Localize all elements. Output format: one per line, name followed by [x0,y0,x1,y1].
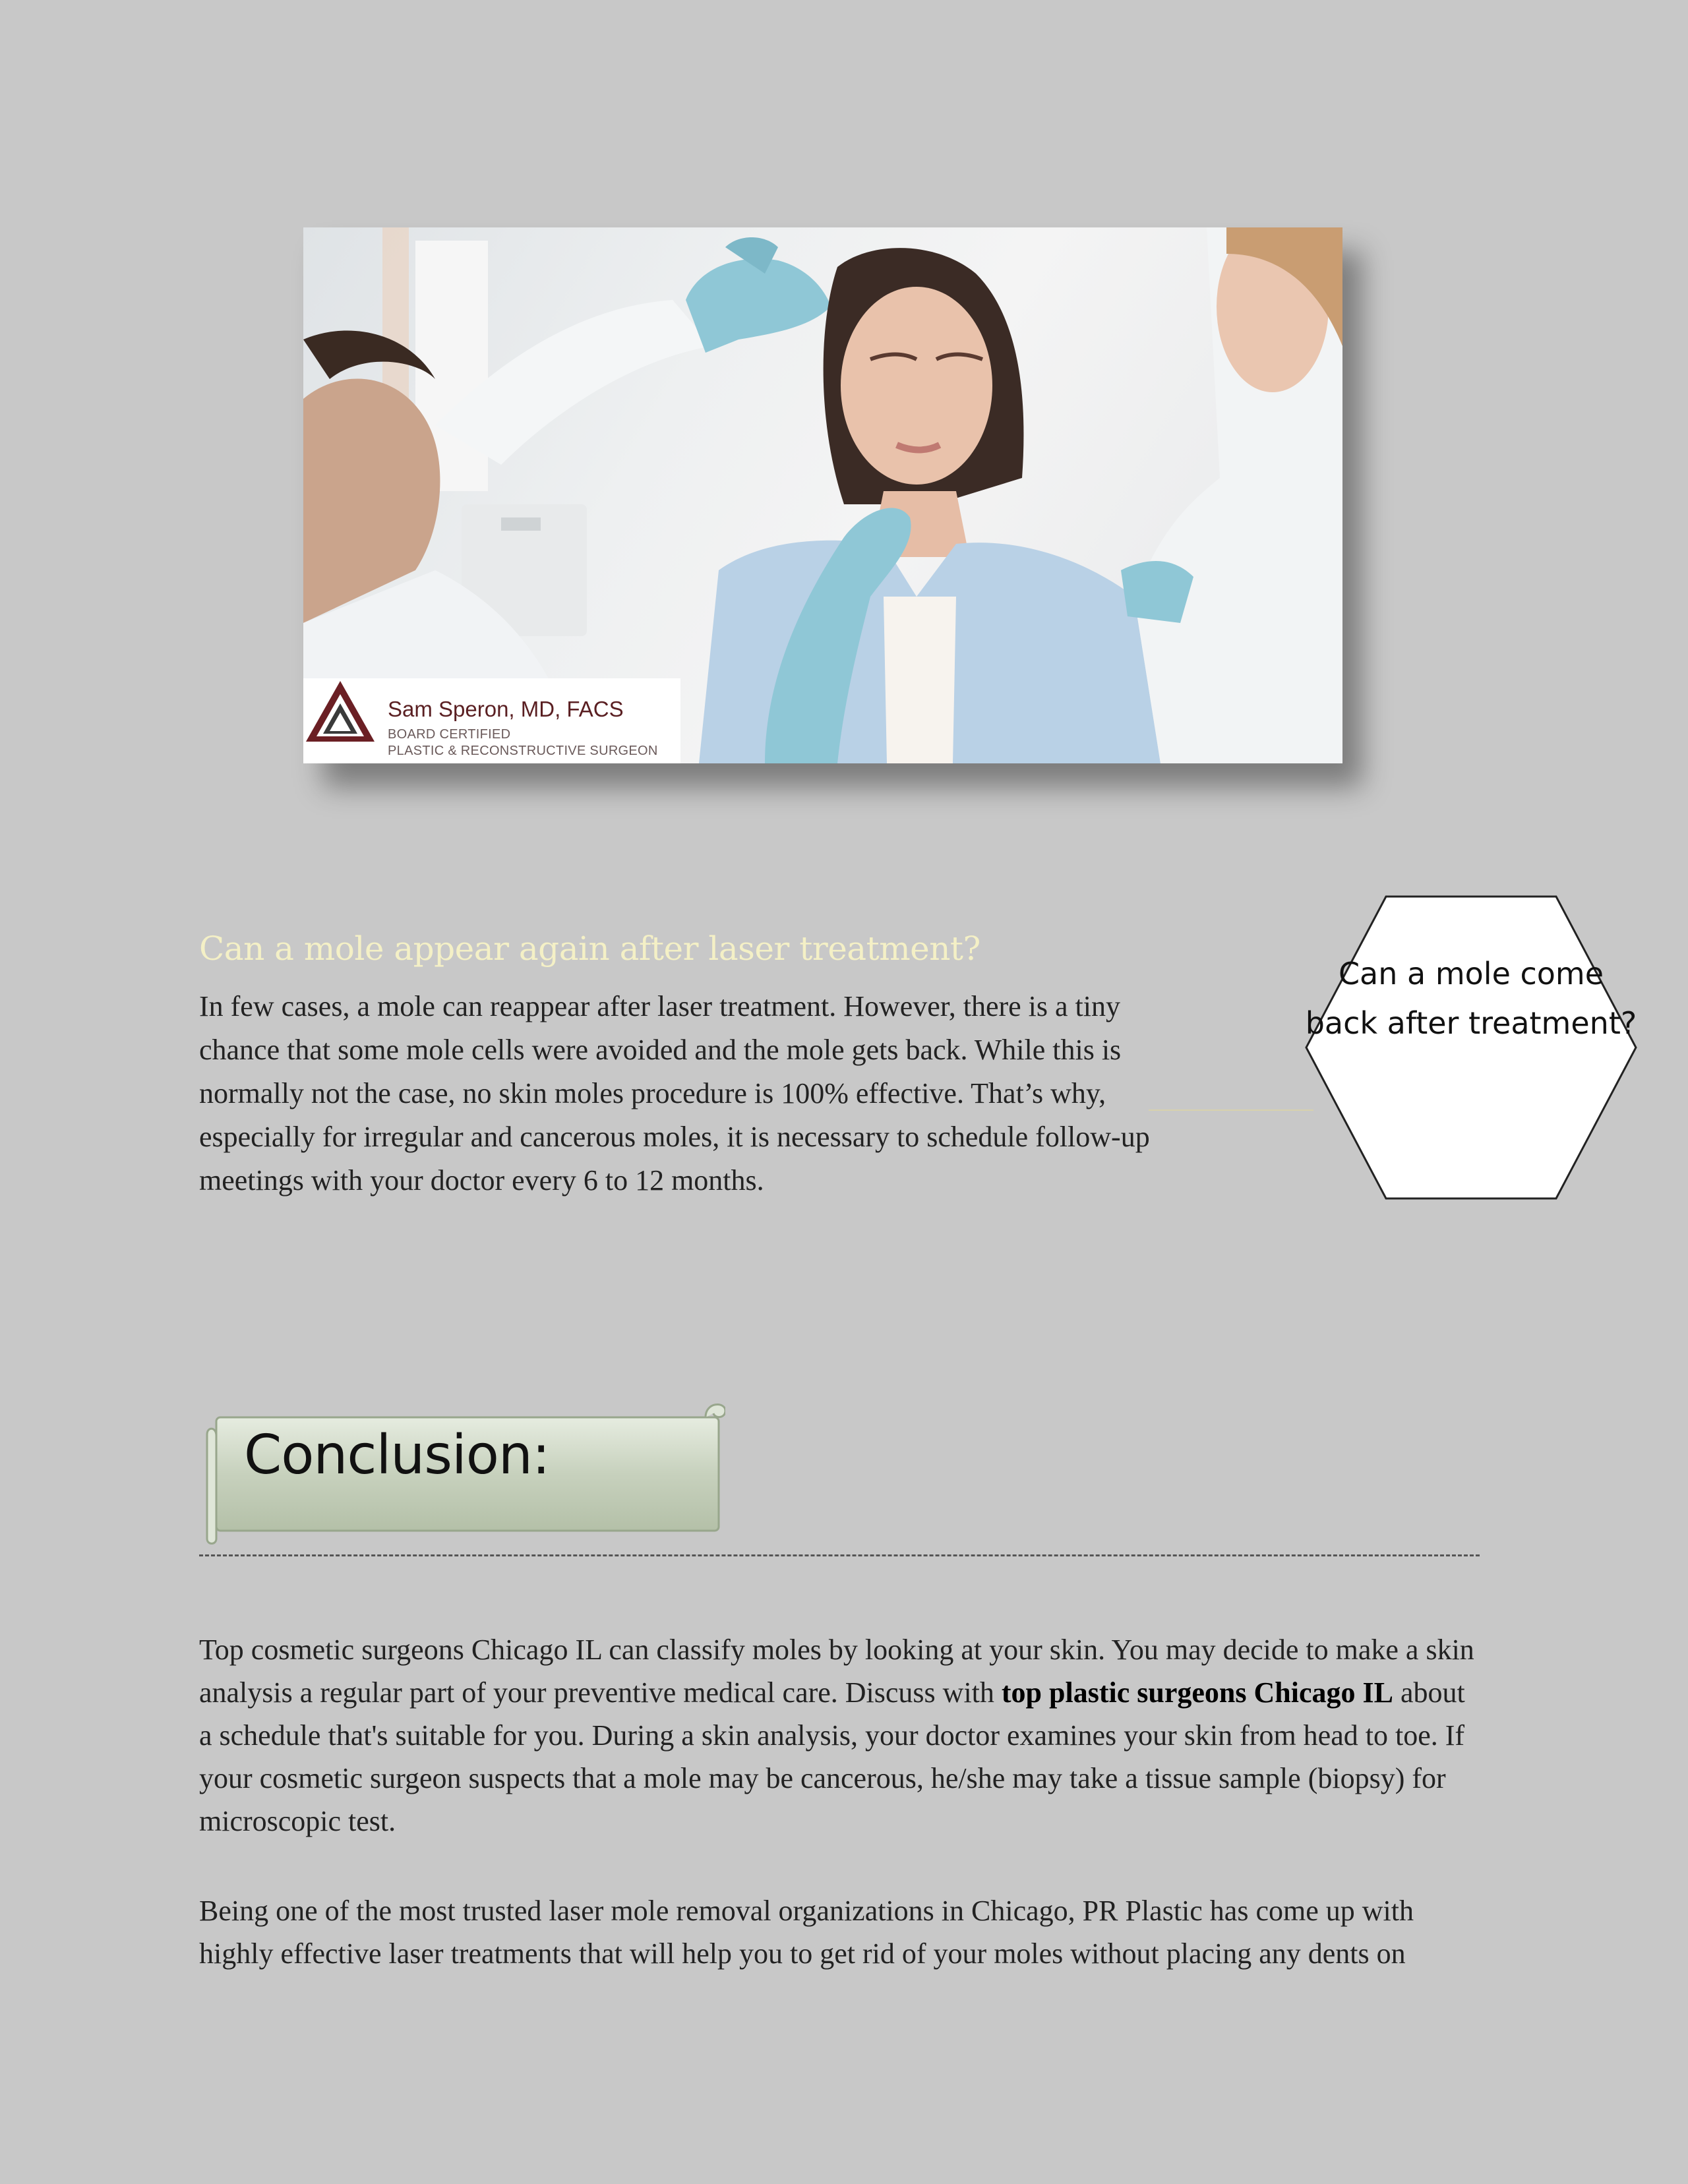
section-body: In few cases, a mole can reappear after laser treatment. However, there is a tiny chance that some mole cells were avoided and the mole gets back. While this is normally not the case, no skin moles procedure is 100% effective. That’s why, especially for irregular and cancerous moles, it is necessary to schedule follow-up meetings with your doctor every 6 to 12 months. [199,990,1150,1196]
surgeon-logo-badge [303,678,680,763]
section-heading: Can a mole appear again after laser treatment? [199,930,980,968]
logo-specialty: PLASTIC & RECONSTRUCTIVE SURGEON [388,744,658,758]
conclusion-paragraph-2: Being one of the most trusted laser mole removal organizations in Chicago, PR Plastic has come up with highly effective laser treatments that will help you to get rid of your moles without placing any dents on [199,1895,1414,1970]
logo-name: Sam Speron, MD, FACS [388,697,624,721]
paragraph-text: Top cosmetic surgeons Chicago IL can classify moles by looking at your skin. You may decide to make a skin analysis a regular part of your preventive medical care. Discuss with [199,1634,1474,1709]
callout-text: Can a mole come back after treatment? [1305,956,1637,1041]
dashed-divider [199,1554,1480,1559]
paragraph-text: about a schedule that's suitable for you. During a skin analysis, your doctor examines your skin from head to toe. If your cosmetic surgeon suspects that a mole may be cancerous, he/she may take a tissue sample (biopsy) for microscopic test. [199,1676,1465,1837]
logo-certification: BOARD CERTIFIED [388,727,511,742]
callout-connector-line [1149,1109,1313,1111]
hero-photo [303,227,1342,763]
triangle-logo-icon [303,678,377,744]
conclusion-heading: Conclusion: [244,1424,550,1487]
conclusion-paragraph-1 [199,1628,1478,1843]
surgeons-link[interactable]: top plastic surgeons Chicago IL [1001,1676,1393,1709]
